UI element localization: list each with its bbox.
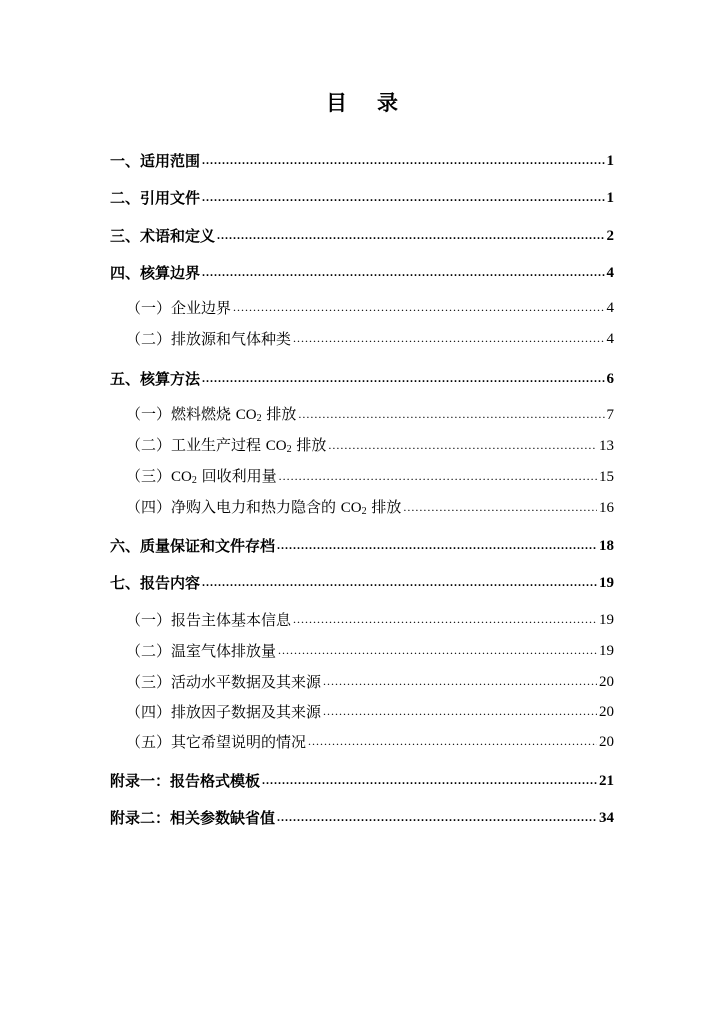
- toc-entry-quality-assurance[interactable]: [110, 535, 614, 557]
- toc-leader-dots: [202, 573, 597, 591]
- toc-entry-label: 六、质量保证和文件存档: [110, 537, 276, 555]
- toc-entry-page: 7: [606, 407, 614, 423]
- toc-entry-label: 二、引用文件: [110, 189, 201, 207]
- toc-leader-dots: [279, 467, 597, 485]
- toc-entry-label: 七、报告内容: [110, 574, 201, 592]
- toc-entry-label: （四）排放因子数据及其来源: [126, 703, 322, 721]
- toc-entry-label: 三、术语和定义: [110, 227, 216, 245]
- toc-entry-page: 15: [599, 469, 614, 485]
- table-of-contents: [110, 0, 614, 1024]
- toc-leader-dots: [323, 672, 597, 690]
- co2-text: CO: [340, 500, 362, 516]
- toc-entry-methods[interactable]: [110, 368, 614, 390]
- toc-leader-dots: [293, 329, 604, 347]
- toc-entry-label: （五）其它希望说明的情况: [126, 733, 307, 751]
- toc-entry-label: 五、核算方法: [110, 370, 201, 388]
- toc-entry-label: [126, 465, 277, 488]
- toc-leader-dots: [202, 369, 604, 387]
- toc-entry-page: 4: [606, 265, 614, 281]
- toc-entry-terms[interactable]: [110, 225, 614, 247]
- toc-entry-label: （二）排放源和气体种类: [126, 330, 292, 348]
- toc-entry-label: 四、核算边界: [110, 264, 201, 282]
- toc-entry-emission-sources[interactable]: [126, 328, 614, 350]
- co2-subscript: 2: [286, 444, 292, 455]
- label-text: 排放: [261, 405, 297, 423]
- toc-entry-boundary[interactable]: [110, 262, 614, 284]
- toc-entry-page: 20: [599, 674, 614, 690]
- toc-leader-dots: [277, 808, 597, 826]
- label-text: （三）: [126, 467, 172, 485]
- toc-entry-label: [126, 496, 401, 519]
- toc-entry-page: 2: [606, 228, 614, 244]
- toc-leader-dots: [403, 498, 597, 516]
- toc-entry-label: （一）报告主体基本信息: [126, 611, 292, 629]
- toc-entry-purchased-power[interactable]: [126, 497, 614, 519]
- toc-leader-dots: [328, 436, 597, 454]
- toc-entry-fuel-combustion[interactable]: [126, 404, 614, 426]
- label-text: （一）燃料燃烧: [126, 405, 236, 423]
- toc-leader-dots: [293, 610, 597, 628]
- toc-entry-activity-data[interactable]: [126, 671, 614, 693]
- toc-entry-label: （一）企业边界: [126, 299, 232, 317]
- toc-title-part1: 目: [326, 91, 347, 115]
- toc-entry-page: 20: [599, 734, 614, 750]
- toc-entry-report-content[interactable]: [110, 572, 614, 594]
- toc-entry-label: [126, 403, 296, 426]
- co2-subscript: 2: [256, 413, 262, 424]
- toc-leader-dots: [202, 188, 604, 206]
- toc-entry-label: 附录二：相关参数缺省值: [110, 809, 276, 827]
- toc-entry-page: 34: [599, 810, 614, 826]
- toc-entry-page: 1: [606, 190, 614, 206]
- toc-leader-dots: [323, 702, 597, 720]
- toc-entry-page: 1: [606, 153, 614, 169]
- label-text: 排放: [291, 436, 327, 454]
- toc-leader-dots: [298, 405, 604, 423]
- toc-leader-dots: [262, 771, 597, 789]
- toc-entry-label: 一、适用范围: [110, 152, 201, 170]
- toc-entry-page: 19: [599, 643, 614, 659]
- label-text: （四）净购入电力和热力隐含的: [126, 498, 341, 516]
- co2-text: CO: [265, 438, 287, 454]
- co2-subscript: 2: [361, 506, 367, 517]
- toc-entry-scope[interactable]: [110, 150, 614, 172]
- toc-entry-reporter-info[interactable]: [126, 609, 614, 631]
- toc-entry-page: 13: [599, 438, 614, 454]
- toc-entry-references[interactable]: [110, 187, 614, 209]
- toc-entry-label: （三）活动水平数据及其来源: [126, 673, 322, 691]
- toc-entry-co2-recovery[interactable]: [126, 466, 614, 488]
- label-text: 回收利用量: [196, 467, 277, 485]
- toc-entry-emission-factors[interactable]: [126, 701, 614, 723]
- co2-text: CO: [235, 407, 257, 423]
- toc-leader-dots: [202, 263, 604, 281]
- label-text: 排放: [366, 498, 402, 516]
- toc-entry-enterprise-boundary[interactable]: [126, 297, 614, 319]
- toc-entry-other-notes[interactable]: [126, 731, 614, 753]
- toc-entry-page: 19: [599, 575, 614, 591]
- toc-entry-label: 附录一：报告格式模板: [110, 772, 261, 790]
- toc-leader-dots: [202, 151, 604, 169]
- label-text: （二）工业生产过程: [126, 436, 266, 454]
- toc-entry-label: （二）温室气体排放量: [126, 642, 277, 660]
- toc-leader-dots: [308, 732, 597, 750]
- co2-text: CO: [171, 469, 192, 485]
- toc-entry-appendix-1[interactable]: [110, 770, 614, 792]
- toc-leader-dots: [278, 641, 597, 659]
- toc-entry-ghg-emissions[interactable]: [126, 640, 614, 662]
- toc-entry-page: 16: [599, 500, 614, 516]
- toc-entry-page: 4: [606, 331, 614, 347]
- co2-subscript: 2: [191, 475, 197, 486]
- toc-leader-dots: [217, 226, 604, 244]
- toc-leader-dots: [277, 536, 597, 554]
- toc-entry-page: 4: [606, 300, 614, 316]
- toc-entry-page: 20: [599, 704, 614, 720]
- toc-entry-page: 18: [599, 538, 614, 554]
- toc-entry-appendix-2[interactable]: [110, 807, 614, 829]
- toc-entry-label: [126, 434, 326, 457]
- toc-entry-page: 21: [599, 773, 614, 789]
- toc-entry-page: 6: [606, 371, 614, 387]
- toc-leader-dots: [233, 298, 604, 316]
- toc-title-part2: 录: [377, 91, 398, 115]
- toc-entry-industrial-process[interactable]: [126, 435, 614, 457]
- toc-entry-page: 19: [599, 612, 614, 628]
